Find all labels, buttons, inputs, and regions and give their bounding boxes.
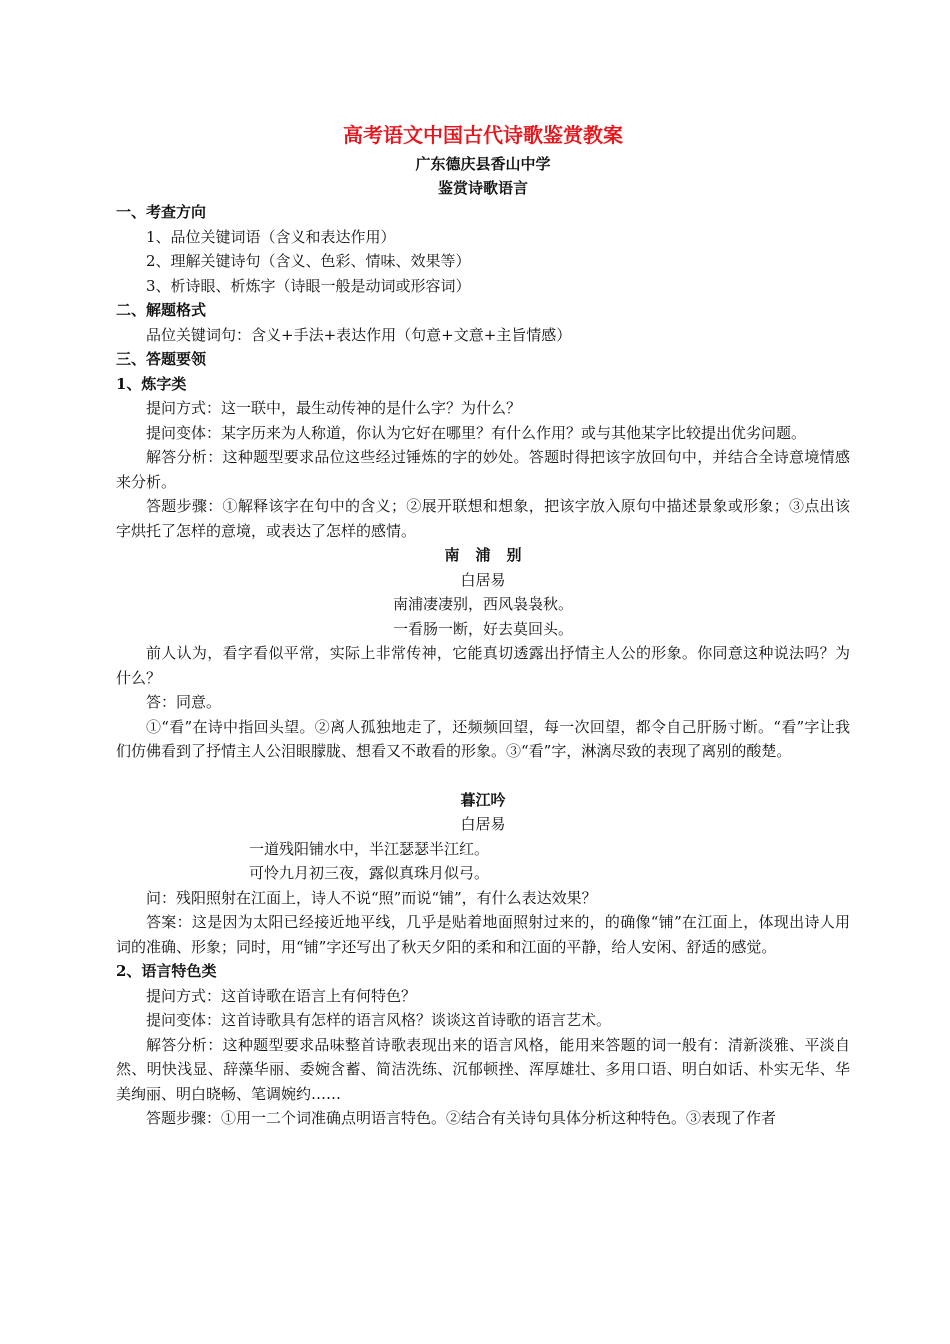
part-1-analysis: 解答分析：这种题型要求品位这些经过锤炼的字的妙处。答题时得把该字放回句中，并结合全诗意境情感来分析。 (116, 448, 850, 491)
section-2-heading: 二、解题格式 (116, 301, 207, 319)
part-1-heading: 1、炼字类 (116, 374, 187, 393)
part-2-ask: 提问方式：这首诗歌在语言上有何特色？ (146, 986, 417, 1005)
part-2-variant: 提问变体：这首诗歌具有怎样的语言风格？谈谈这首诗歌的语言艺术。 (146, 1011, 612, 1029)
part-1-ask: 提问方式：这一联中，最生动传神的是什么字？为什么？ (146, 399, 522, 417)
part-1-steps: 答题步骤：①解释该字在句中的含义；②展开联想和想象，把该字放入原句中描述景象或形象；③点出该字烘托了怎样的意境，或表达了怎样的感情。 (116, 497, 850, 540)
poem-1-title: 南浦别 (444, 546, 538, 564)
section-2-text: 品位关键词句：含义+手法+表达作用（句意+文意+主旨情感） (146, 325, 572, 344)
poem-2-author: 白居易 (460, 815, 506, 833)
poem-2-line: 可怜九月初三夜，露似真珠月似弓。 (249, 864, 490, 882)
section-1-heading: 一、考查方向 (116, 203, 207, 221)
poem-1-explain: ①“看”在诗中指回头望。②离人孤独地走了，还频频回望，每一次回望，都令自己肝肠寸断。“看”字让我们仿佛看到了抒情主人公泪眼朦胧、想看又不敢看的形象。③“看”字，淋漓尽致的表现了离别的酸楚。 (116, 717, 850, 760)
document-page (116, 118, 850, 1131)
part-2-analysis: 解答分析：这种题型要求品味整首诗歌表现出来的语言风格，能用来答题的词一般有：清新淡雅、平淡自然、明快浅显、辞藻华丽、委婉含蓄、简洁洗练、沉郁顿挫、浑厚雄壮、多用口语、明白如话、朴实无华、华美绚丽、明白晓畅、笔调婉约…… (116, 1035, 850, 1103)
poem-1-line: 一看肠一断，好去莫回头。 (392, 619, 573, 638)
poem-1-question: 前人认为，看字看似平常，实际上非常传神，它能真切透露出抒情主人公的形象。你同意这种说法吗？为什么？ (116, 644, 850, 687)
document-title: 高考语文中国古代诗歌鉴赏教案 (343, 123, 623, 147)
section-3-heading: 三、答题要领 (116, 350, 207, 368)
section-1-item: 1、品位关键词语（含义和表达作用） (146, 227, 396, 246)
poem-1-author: 白居易 (460, 570, 506, 589)
section-1-item: 3、析诗眼、析炼字（诗眼一般是动词或形容词） (146, 276, 471, 295)
poem-1-answer: 答：同意。 (146, 693, 222, 711)
section-1-item: 2、理解关键诗句（含义、色彩、情味、效果等） (146, 252, 471, 270)
part-2-steps: 答题步骤：①用一二个词准确点明语言特色。②结合有关诗句具体分析这种特色。③表现了作者 (146, 1109, 777, 1127)
part-1-variant: 提问变体：某字历来为人称道，你认为它好在哪里？有什么作用？或与其他某字比较提出优劣问题。 (146, 423, 807, 442)
poem-2-answer: 答案：这是因为太阳已经接近地平线，几乎是贴着地面照射过来的，的确像“铺”在江面上，体现出诗人用词的准确、形象；同时，用“铺”字还写出了秋天夕阳的柔和和江面的平静，给人安闲、舒适的感觉。 (116, 913, 850, 956)
school-name: 广东德庆县香山中学 (415, 155, 551, 173)
poem-1-line: 南浦凄凄别，西风袅袅秋。 (392, 595, 573, 613)
poem-2-line: 一道残阳铺水中，半江瑟瑟半江红。 (249, 839, 490, 858)
document-subtitle: 鉴赏诗歌语言 (437, 179, 528, 197)
part-2-heading: 2、语言特色类 (116, 962, 217, 980)
poem-2-title: 暮江吟 (460, 790, 506, 809)
spacer (116, 764, 850, 788)
poem-2-question: 问：残阳照射在江面上，诗人不说“照”而说“铺”，有什么表达效果？ (146, 888, 597, 907)
